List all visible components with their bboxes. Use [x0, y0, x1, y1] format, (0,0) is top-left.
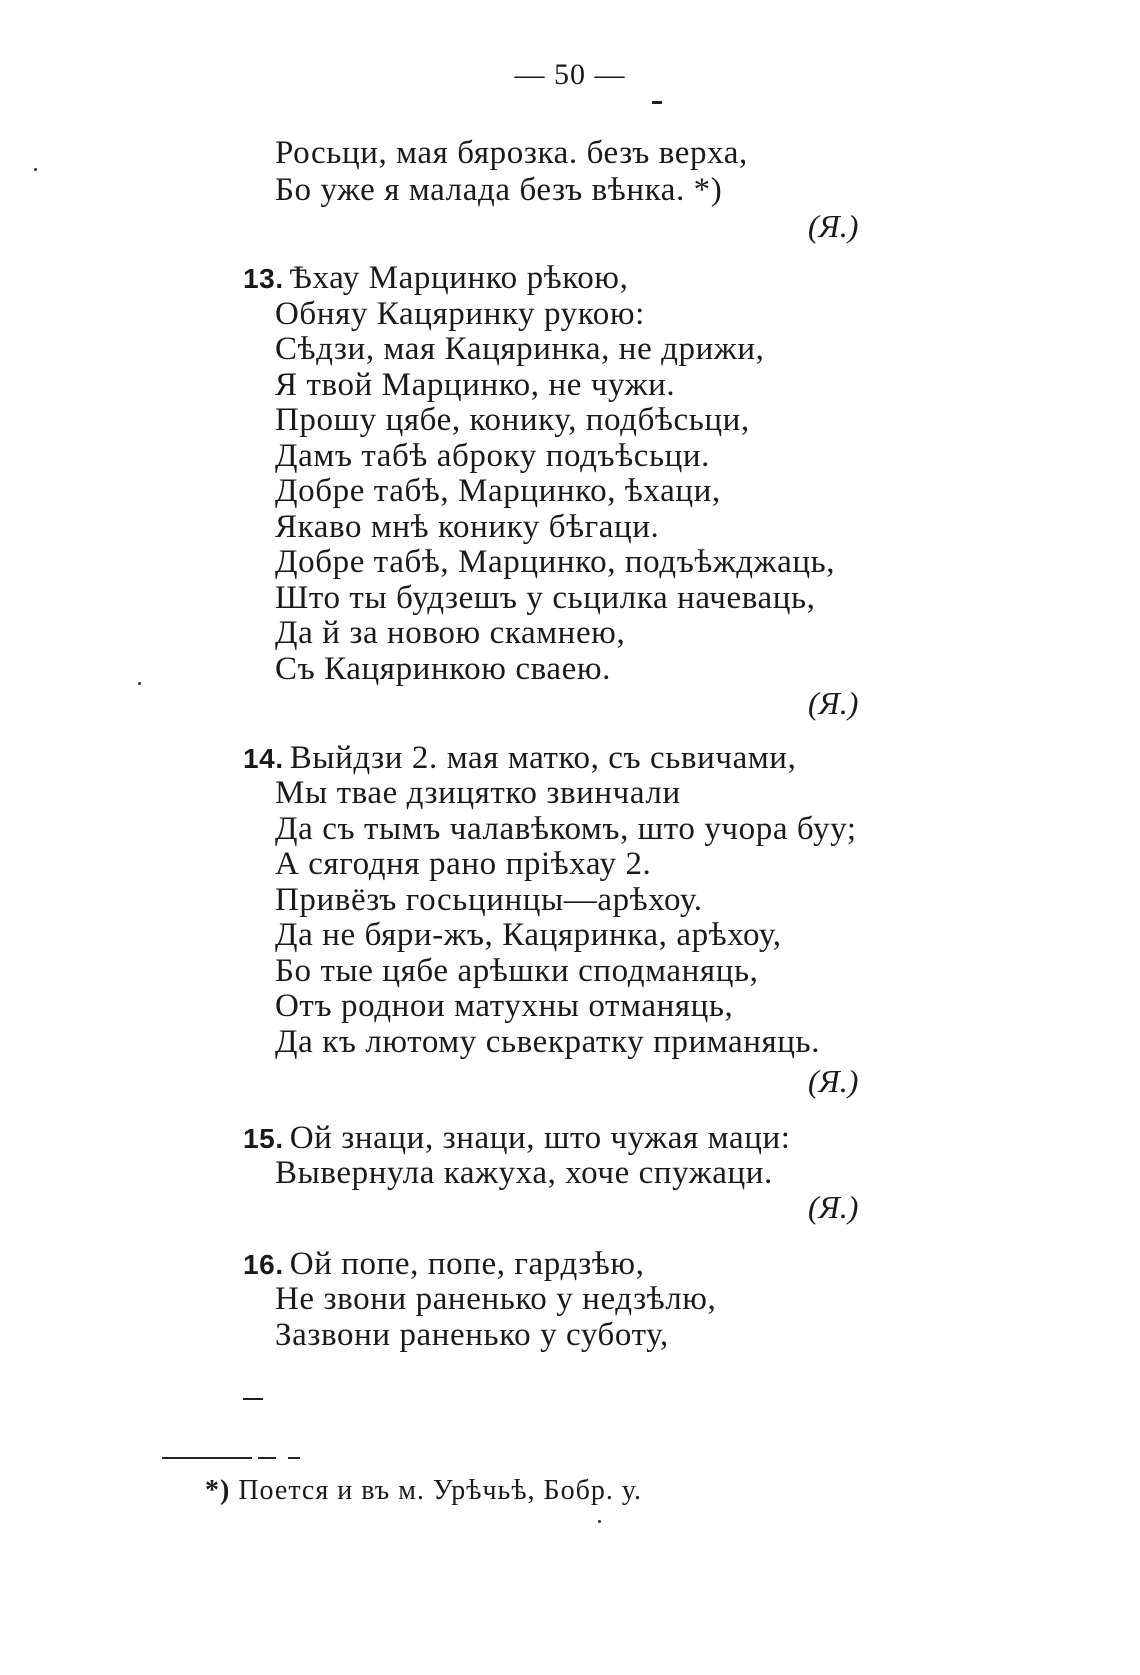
footnote-rule [162, 1457, 252, 1459]
verse-line: Да къ лютому сьвекратку приманяць. [275, 1024, 821, 1060]
verse-line: Бо тые цябе арѣшки сподманяць, [275, 953, 759, 989]
verse-line: Добре табѣ, Марцинко, ѣхаци, [275, 473, 721, 509]
source-attribution: (Я.) [808, 1063, 859, 1099]
verse-line [243, 260, 628, 297]
verse-line: Не звони раненько у недзѣлю, [275, 1281, 717, 1317]
verse-line [243, 1120, 790, 1157]
printer-mark [652, 101, 662, 104]
page-number: — 50 — [514, 58, 626, 91]
verse-text: Ой знаци, знаци, што чужая маци: [289, 1120, 791, 1156]
verse-line: Да съ тымъ чалавѣкомъ, што учора буу; [275, 811, 857, 847]
verse-line: Да й за новою скамнею, [275, 615, 626, 651]
source-attribution: (Я.) [808, 685, 859, 721]
verse-text: Выйдзи 2. мая матко, съ сьвичами, [289, 740, 797, 776]
verse-line: Привёзъ госьцинцы—арѣхоу. [275, 882, 703, 918]
footnote-mark: *) [205, 1475, 231, 1506]
verse-text: Ѣхау Марцинко рѣкою, [289, 260, 629, 296]
verse-text: Ой попе, попе, гардзѣю, [289, 1246, 645, 1282]
verse-line: Росьци, мая бярозка. безъ верха, [275, 135, 748, 171]
verse-line: Да не бяри-жъ, Кацяринка, арѣхоу, [275, 917, 782, 953]
verse-line: Я твой Марцинко, не чужи. [275, 367, 676, 403]
song-number: 13. [243, 263, 284, 294]
verse-line [243, 1246, 645, 1283]
verse-line: Вывернула кажуха, хоче спужаци. [275, 1155, 773, 1191]
scan-speck [598, 1520, 601, 1523]
verse-line: Якаво мнѣ конику бѣгаци. [275, 509, 660, 545]
verse-line: Мы твае дзицятко звинчали [275, 775, 681, 811]
footnote-rule [258, 1457, 276, 1459]
song-number: 15. [243, 1123, 284, 1154]
scan-speck [138, 682, 141, 685]
footnote-text: Поется и въ м. Урѣчьѣ, Бобр. у. [238, 1475, 643, 1506]
verse-line: Съ Кацяринкою сваею. [275, 651, 611, 687]
verse-line [243, 740, 796, 777]
verse-line: Бо уже я малада безъ вѣнка. *) [275, 172, 723, 208]
footnote [205, 1475, 642, 1507]
verse-line: Зазвони раненько у суботу, [275, 1317, 669, 1353]
footnote-rule [288, 1457, 300, 1459]
verse-line: Отъ роднои матухны отманяць, [275, 988, 734, 1024]
source-attribution: (Я.) [808, 1189, 859, 1225]
verse-line: Добре табѣ, Марцинко, подъѣжджаць, [275, 544, 836, 580]
verse-line: Прошу цябе, конику, подбѣсьци, [275, 402, 750, 438]
source-attribution: (Я.) [808, 208, 859, 244]
verse-line: А сягодня рано прiѣхау 2. [275, 846, 652, 882]
leader-mark [243, 1398, 263, 1400]
scan-speck [34, 168, 37, 171]
song-number: 14. [243, 743, 284, 774]
verse-line: Што ты будзешъ у сьцилка начеваць, [275, 580, 816, 616]
verse-line: Дамъ табѣ аброку подъѣсьци. [275, 438, 710, 474]
verse-line: Сѣдзи, мая Кацяринка, не дрижи, [275, 331, 765, 367]
verse-line: Обняу Кацяринку рукою: [275, 296, 645, 332]
song-number: 16. [243, 1249, 284, 1280]
